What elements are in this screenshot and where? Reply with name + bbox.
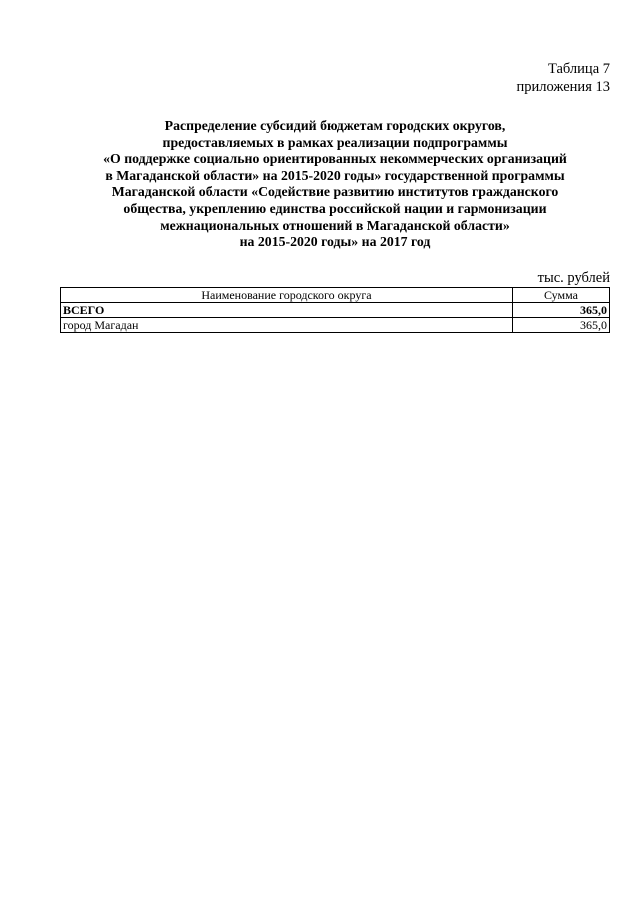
table-row-total — [61, 303, 610, 318]
title-line: «О поддержке социально ориентированных некоммерческих организаций — [103, 151, 567, 167]
units-label: тыс. рублей — [537, 270, 610, 286]
title-line: в Магаданской области» на 2015-2020 годы» государственной программы — [105, 167, 565, 183]
table-reference — [517, 60, 610, 96]
table-row — [61, 318, 610, 333]
table-number: Таблица 7 — [547, 61, 610, 77]
title-line: Распределение субсидий бюджетам городских округов, — [164, 118, 506, 133]
title-line: общества, укреплению единства российской нации и гармонизации — [123, 200, 547, 216]
table-header-row — [61, 288, 610, 303]
column-header-name: Наименование городского округа — [61, 288, 513, 303]
row-sum: 365,0 — [512, 318, 609, 333]
title-line: Магаданской области «Содействие развитию институтов гражданского — [111, 184, 559, 200]
title-line: предоставляемых в рамках реализации подпрограммы — [162, 134, 508, 150]
row-name: ВСЕГО — [61, 303, 513, 318]
appendix-reference: приложения 13 — [516, 79, 610, 95]
title-line: межнациональных отношений в Магаданской области» — [160, 217, 510, 233]
subsidy-table — [60, 287, 610, 333]
row-name: город Магадан — [61, 318, 513, 333]
row-sum: 365,0 — [512, 303, 609, 318]
title-line: на 2015-2020 годы» на 2017 год — [239, 234, 431, 250]
column-header-sum: Сумма — [512, 288, 609, 303]
document-title — [40, 118, 630, 251]
